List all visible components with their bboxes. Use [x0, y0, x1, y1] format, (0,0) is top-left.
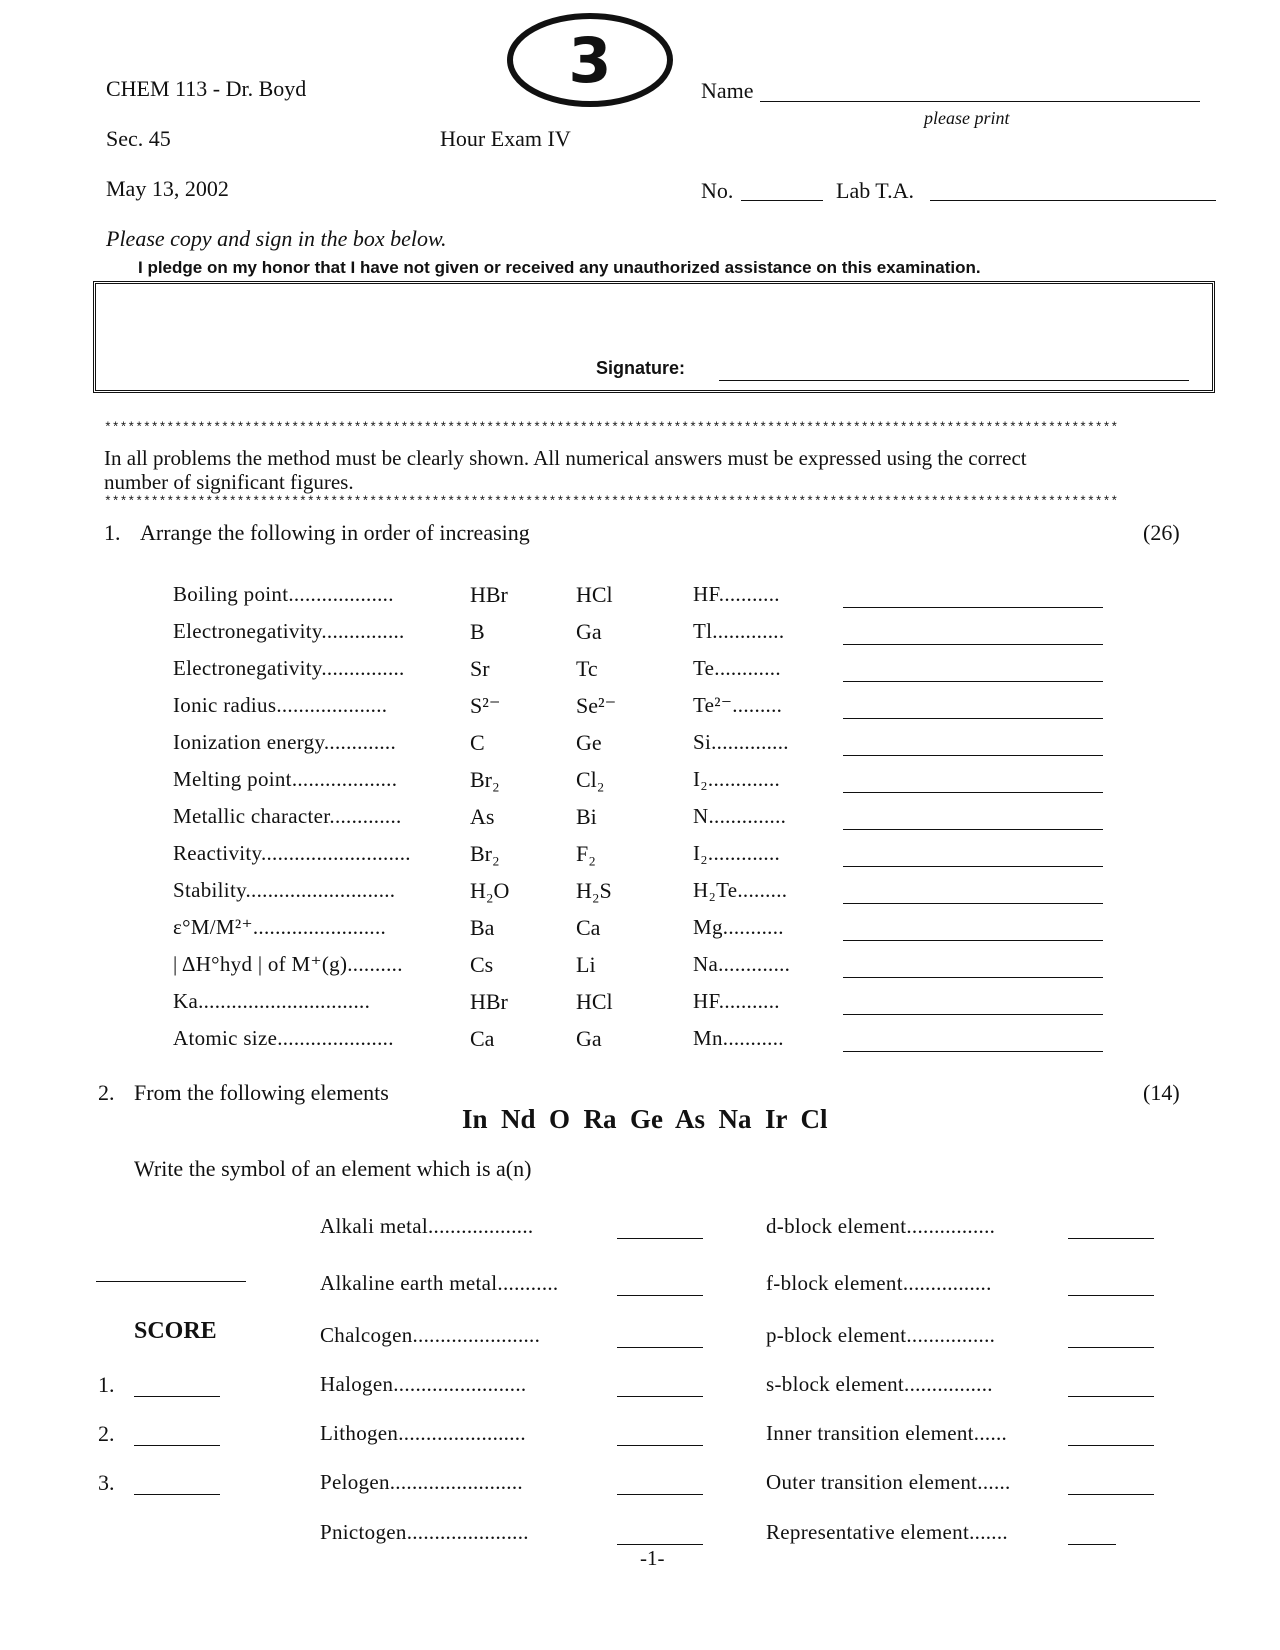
q2-left-label: Alkali metal................... — [320, 1214, 534, 1238]
q1-row-option-a: H₂O — [470, 878, 510, 903]
score-item-line[interactable] — [134, 1445, 220, 1446]
q1-row-option-c: HF........... — [693, 582, 780, 606]
q1-text: Arrange the following in order of increasing — [140, 520, 530, 545]
q2-right-answer-line[interactable] — [1068, 1295, 1154, 1296]
q1-row-option-a: HBr — [470, 989, 508, 1014]
course-title: CHEM 113 - Dr. Boyd — [106, 76, 307, 101]
student-number-field-line[interactable] — [741, 200, 823, 201]
exam-date: May 13, 2002 — [106, 176, 229, 201]
q1-answer-line[interactable] — [843, 1014, 1103, 1015]
q1-row-label: Electronegativity............... — [173, 656, 405, 680]
q1-answer-line[interactable] — [843, 940, 1103, 941]
q2-points: (14) — [1143, 1080, 1180, 1105]
q1-row-option-b: F₂ — [576, 841, 596, 866]
q2-right-label: p-block element................ — [766, 1323, 996, 1347]
score-title: SCORE — [134, 1318, 217, 1344]
q1-answer-line[interactable] — [843, 866, 1103, 867]
q2-left-label: Lithogen....................... — [320, 1421, 526, 1445]
q2-right-answer-line[interactable] — [1068, 1347, 1154, 1348]
q1-row-label: Ionization energy............. — [173, 730, 397, 754]
q1-row-option-c: Te............ — [693, 656, 781, 680]
q1-answer-line[interactable] — [843, 977, 1103, 978]
q1-answer-line[interactable] — [843, 681, 1103, 682]
star-divider-bottom: ********************************************************************************************************************************** — [104, 494, 1119, 509]
name-field-line[interactable] — [760, 101, 1200, 102]
q1-row-option-b: Ga — [576, 1026, 602, 1051]
q1-answer-line[interactable] — [843, 903, 1103, 904]
q2-right-answer-line[interactable] — [1068, 1544, 1116, 1545]
q1-row-option-a: Sr — [470, 656, 490, 681]
q2-right-label: Representative element....... — [766, 1520, 1008, 1544]
q1-number: 1. — [104, 520, 121, 545]
q1-row-label: Boiling point................... — [173, 582, 394, 606]
q2-left-answer-line[interactable] — [617, 1544, 703, 1545]
name-label: Name — [701, 78, 754, 103]
q1-row-option-b: Ca — [576, 915, 601, 940]
q2-left-label: Alkaline earth metal........... — [320, 1271, 559, 1295]
q1-row-option-c: Tl............. — [693, 619, 785, 643]
pledge-instruction: Please copy and sign in the box below. — [106, 226, 447, 251]
q1-row-option-b: H₂S — [576, 878, 612, 903]
q1-row-option-a: B — [470, 619, 485, 644]
q1-row-option-a: Cs — [470, 952, 494, 977]
q1-row-label: ε°M/M²⁺........................ — [173, 915, 387, 939]
score-item-line[interactable] — [134, 1396, 220, 1397]
q1-row-label: Metallic character............. — [173, 804, 402, 828]
q1-row-option-b: HCl — [576, 582, 613, 607]
q1-row-option-c: I₂............. — [693, 767, 781, 791]
q1-row-option-a: As — [470, 804, 495, 829]
handwritten-digit: 3 — [568, 24, 612, 97]
instructions-line-2: number of significant figures. — [104, 470, 354, 494]
q1-row-option-b: Ga — [576, 619, 602, 644]
signature-line[interactable] — [719, 380, 1189, 381]
q1-row-option-a: HBr — [470, 582, 508, 607]
q1-answer-line[interactable] — [843, 607, 1103, 608]
q1-row-option-c: Mn........... — [693, 1026, 784, 1050]
q2-left-label: Pnictogen...................... — [320, 1520, 529, 1544]
instructions-line-1: In all problems the method must be clearly shown. All numerical answers must be expressed using the correct — [104, 446, 1027, 470]
section-label: Sec. 45 — [106, 126, 171, 151]
star-divider-top: ********************************************************************************************************************************** — [104, 420, 1119, 435]
q1-row-label: Electronegativity............... — [173, 619, 405, 643]
q2-text: From the following elements — [134, 1080, 389, 1105]
q1-row-option-c: Mg........... — [693, 915, 784, 939]
q2-right-label: f-block element................ — [766, 1271, 992, 1295]
q1-row-label: | ΔH°hyd | of M⁺(g).......... — [173, 952, 403, 976]
q1-row-option-b: Tc — [576, 656, 598, 681]
q2-right-answer-line[interactable] — [1068, 1445, 1154, 1446]
exam-title: Hour Exam IV — [440, 126, 571, 151]
q1-row-option-c: HF........... — [693, 989, 780, 1013]
pledge-statement: I pledge on my honor that I have not given or received any unauthorized assistance on this examination. — [138, 258, 981, 277]
q2-right-answer-line[interactable] — [1068, 1494, 1154, 1495]
q2-right-label: Outer transition element...... — [766, 1470, 1011, 1494]
score-item-number: 3. — [98, 1470, 115, 1495]
q1-answer-line[interactable] — [843, 755, 1103, 756]
q1-row-option-c: Si.............. — [693, 730, 789, 754]
q1-answer-line[interactable] — [843, 792, 1103, 793]
score-item-number: 2. — [98, 1421, 115, 1446]
q1-row-label: Melting point................... — [173, 767, 398, 791]
q1-row-option-b: Se²⁻ — [576, 693, 617, 718]
q1-answer-line[interactable] — [843, 644, 1103, 645]
name-hint: please print — [924, 108, 1010, 128]
q1-answer-line[interactable] — [843, 829, 1103, 830]
q2-left-answer-line[interactable] — [617, 1295, 703, 1296]
q1-row-option-c: H₂Te......... — [693, 878, 788, 902]
lab-ta-label: Lab T.A. — [836, 178, 914, 203]
q1-row-option-b: Cl₂ — [576, 767, 605, 792]
q2-left-answer-line[interactable] — [617, 1494, 703, 1495]
q2-left-label: Pelogen........................ — [320, 1470, 523, 1494]
q1-row-option-a: S²⁻ — [470, 693, 501, 718]
q1-row-option-b: Li — [576, 952, 596, 977]
q1-row-option-c: Na............. — [693, 952, 791, 976]
q1-row-option-c: Te²⁻......... — [693, 693, 783, 717]
q1-row-option-a: C — [470, 730, 485, 755]
score-item-number: 1. — [98, 1372, 115, 1397]
q2-left-label: Halogen........................ — [320, 1372, 527, 1396]
q2-left-answer-line[interactable] — [617, 1396, 703, 1397]
handwritten-exam-number — [500, 8, 680, 108]
q2-number: 2. — [98, 1080, 115, 1105]
q2-element-list: In Nd O Ra Ge As Na Ir Cl — [462, 1104, 828, 1134]
student-number-label: No. — [701, 178, 734, 203]
q2-left-label: Chalcogen....................... — [320, 1323, 541, 1347]
page-number: -1- — [640, 1546, 665, 1570]
q1-row-option-b: Ge — [576, 730, 602, 755]
q1-row-option-c: N.............. — [693, 804, 787, 828]
q2-prompt: Write the symbol of an element which is a(n) — [134, 1156, 532, 1181]
q1-row-label: Ka............................... — [173, 989, 371, 1013]
q1-row-label: Atomic size..................... — [173, 1026, 394, 1050]
score-item-line[interactable] — [134, 1494, 220, 1495]
q2-left-answer-line[interactable] — [617, 1445, 703, 1446]
signature-box[interactable] — [93, 281, 1215, 393]
q1-row-label: Stability........................... — [173, 878, 396, 902]
q1-row-option-b: HCl — [576, 989, 613, 1014]
q1-answer-line[interactable] — [843, 718, 1103, 719]
q2-right-answer-line[interactable] — [1068, 1396, 1154, 1397]
score-top-line — [96, 1281, 246, 1282]
q1-row-option-c: I₂............. — [693, 841, 781, 865]
q2-right-label: Inner transition element...... — [766, 1421, 1008, 1445]
q1-row-label: Reactivity........................... — [173, 841, 411, 865]
q1-row-option-b: Bi — [576, 804, 597, 829]
lab-ta-field-line[interactable] — [930, 200, 1216, 201]
q1-row-option-a: Br₂ — [470, 841, 500, 866]
q1-row-option-a: Ba — [470, 915, 495, 940]
q1-row-label: Ionic radius.................... — [173, 693, 388, 717]
q2-right-label: s-block element................ — [766, 1372, 993, 1396]
q2-right-answer-line[interactable] — [1068, 1238, 1154, 1239]
q2-right-label: d-block element................ — [766, 1214, 996, 1238]
q1-answer-line[interactable] — [843, 1051, 1103, 1052]
q1-row-option-a: Br₂ — [470, 767, 500, 792]
q1-points: (26) — [1143, 520, 1180, 545]
q1-row-option-a: Ca — [470, 1026, 495, 1051]
signature-label: Signature: — [596, 358, 686, 378]
q2-left-answer-line[interactable] — [617, 1347, 703, 1348]
q2-left-answer-line[interactable] — [617, 1238, 703, 1239]
